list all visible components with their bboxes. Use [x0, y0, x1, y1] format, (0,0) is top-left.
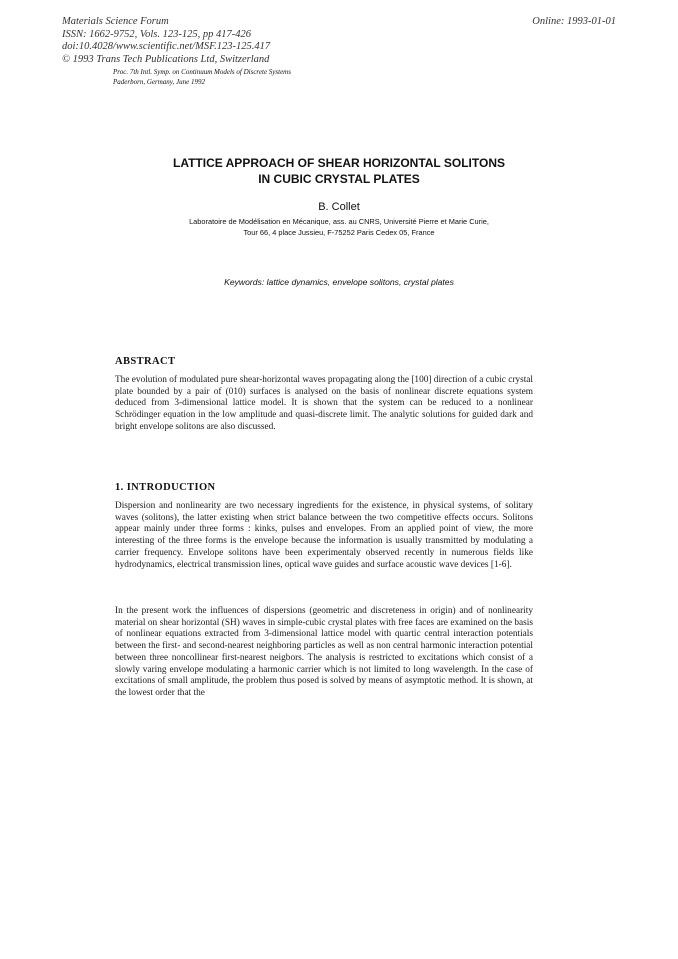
abstract-heading: ABSTRACT	[115, 356, 176, 367]
introduction-heading: 1. INTRODUCTION	[115, 482, 216, 493]
affiliation-line-2: Tour 66, 4 place Jussieu, F-75252 Paris Cedex 05, France	[243, 227, 435, 237]
author-name: B. Collet	[318, 201, 360, 213]
journal-name: Materials Science Forum	[62, 16, 169, 27]
paper-title-line-1: LATTICE APPROACH OF SHEAR HORIZONTAL SOLITONS	[172, 156, 505, 170]
introduction-paragraph-1: Dispersion and nonlinearity are two necessary ingredients for the existence, in physical systems, of solitary waves (solitons), the latter existing when strict balance between the two competitive effects occurs. Solitons appear mainly under three forms : kinks, pulses and envelopes. From an applied point of view, the more interesting of the three forms is the envelope because the information is usually transmitted by modulating a carrier frequency. Envelope solitons have been experimentaly observed recently in numerous fields like hydrodynamics, electrical transmission lines, optical wave guides and surface acoustic wave devices [1-6].	[115, 501, 533, 570]
affiliation-line-1: Laboratoire de Modélisation en Mécanique, ass. au CNRS, Université Pierre et Marie Curie,	[189, 217, 489, 226]
journal-doi: doi:10.4028/www.scientific.net/MSF.123-125.417	[62, 41, 271, 52]
journal-issn: ISSN: 1662-9752, Vols. 123-125, pp 417-426	[62, 28, 251, 40]
introduction-paragraph-2: In the present work the influences of dispersions (geometric and discreteness in origin) and of nonlinearity material on shear horizontal (SH) waves in simple-cubic crystal plates with free faces are examined on the basis of nonlinear equations extracted from 3-dimensional lattice model with quartic central interaction potentials between the first- and second-nearest neighboring particles as well as non central harmonic interaction potential between three noncollinear first-nearest neigbors. The analysis is restricted to excitations which consist of a slowly varing envelope modulating a harmonic carrier which is not limited to long wavelength. In the case of excitations of small amplitude, the problem thus posed is solved by means of asymptotic method. It is shown, at the lowest order that the	[115, 606, 533, 698]
proceedings-line-2: Paderborn, Germany, June 1992	[113, 78, 205, 86]
journal-citation-block	[62, 16, 270, 66]
journal-copyright: © 1993 Trans Tech Publications Ltd, Switzerland	[62, 53, 270, 65]
author-affiliation	[0, 217, 678, 238]
abstract-text: The evolution of modulated pure shear-horizontal waves propagating along the [100] direction of a cubic crystal plate bounded by a pair of (010) surfaces is analysed on the basis of nonlinear discrete equations system deduced from 3-dimensional lattice model. It is shown that the system can be reduced to a nonlinear Schrödinger equation in the low amplitude and quasi-discrete limit. The analytic solutions for guided dark and bright envelope solitons are also discussed.	[115, 375, 533, 432]
proceedings-info	[113, 67, 291, 87]
keywords: Keywords: lattice dynamics, envelope solitons, crystal plates	[224, 277, 454, 287]
paper-title	[0, 155, 678, 187]
proceedings-line-1: Proc. 7th Intl. Symp. on Continuum Models of Discrete Systems	[113, 68, 291, 76]
paper-title-line-2: IN CUBIC CRYSTAL PLATES	[258, 172, 420, 186]
online-date: Online: 1993-01-01	[532, 16, 616, 27]
